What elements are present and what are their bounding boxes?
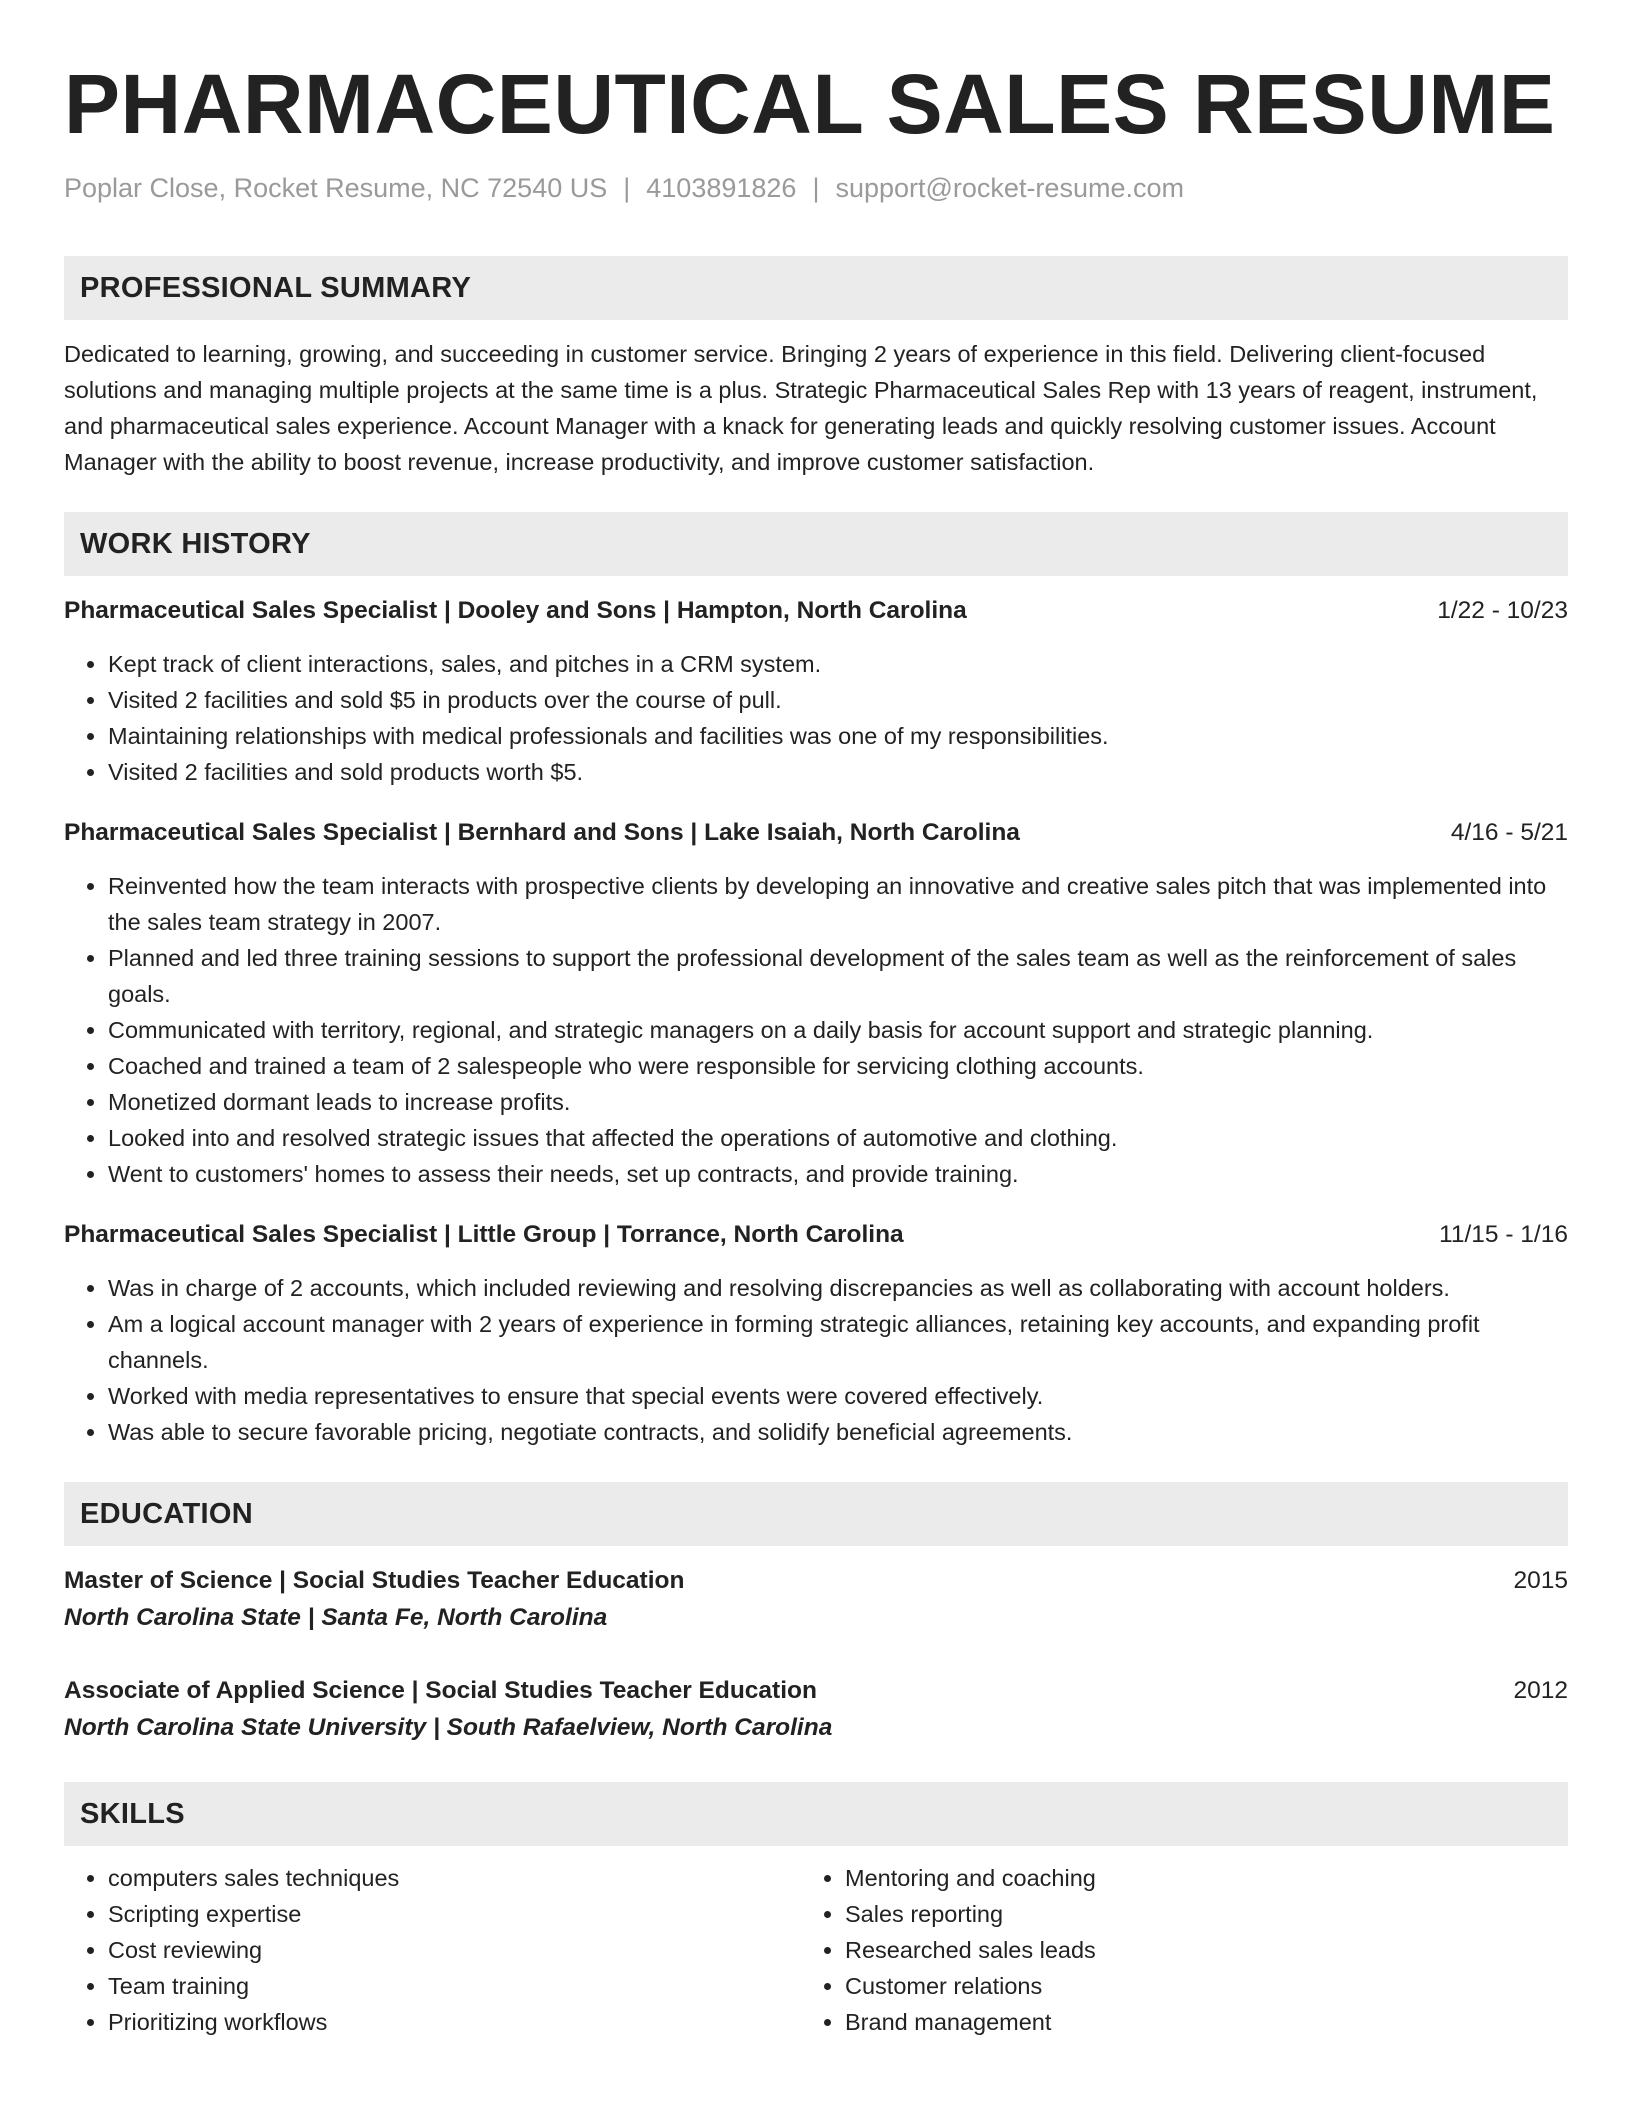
job-bullet: • Went to customers' homes to assess their needs, set up contracts, and provide training. xyxy=(108,1156,1568,1192)
job-title: Pharmaceutical Sales Specialist | Bernhard and Sons | Lake Isaiah, North Carolina xyxy=(64,819,1020,846)
skill-item: • Sales reporting xyxy=(845,1896,1538,1932)
contact-separator: | xyxy=(623,173,631,203)
skill-item: • Mentoring and coaching xyxy=(845,1860,1538,1896)
job-header xyxy=(64,816,1568,850)
skill-item: • Prioritizing workflows xyxy=(108,2004,801,2040)
contact-line xyxy=(64,170,1568,206)
job-header xyxy=(64,594,1568,628)
job-bullet: • Communicated with territory, regional, and strategic managers on a daily basis for account support and strategic planning. xyxy=(108,1012,1568,1048)
education-year: 2015 xyxy=(1513,1567,1568,1594)
job-bullet: • Visited 2 facilities and sold products worth $5. xyxy=(108,754,1568,790)
education-degree: Master of Science | Social Studies Teacher Education xyxy=(64,1567,685,1594)
section-heading-summary: PROFESSIONAL SUMMARY xyxy=(64,256,1568,320)
job-bullet: • Reinvented how the team interacts with prospective clients by developing an innovative and creative sales pitch that was implemented into the sales team strategy in 2007. xyxy=(108,868,1568,940)
job-bullets xyxy=(64,646,1568,790)
contact-address: Poplar Close, Rocket Resume, NC 72540 US xyxy=(64,173,608,203)
job-dates: 11/15 - 1/16 xyxy=(1439,1221,1568,1248)
job-bullet: • Am a logical account manager with 2 years of experience in forming strategic alliances, retaining key accounts, and expanding profit channels. xyxy=(108,1306,1568,1378)
skill-item: • computers sales techniques xyxy=(108,1860,801,1896)
job-entry xyxy=(64,1218,1568,1450)
education-year: 2012 xyxy=(1513,1677,1568,1704)
education-header xyxy=(64,1674,1568,1708)
job-bullet: • Worked with media representatives to ensure that special events were covered effectively. xyxy=(108,1378,1568,1414)
job-bullet: • Looked into and resolved strategic issues that affected the operations of automotive and clothing. xyxy=(108,1120,1568,1156)
job-bullet: • Planned and led three training sessions to support the professional development of the sales team as well as the reinforcement of sales goals. xyxy=(108,940,1568,1012)
job-bullet: • Visited 2 facilities and sold $5 in products over the course of pull. xyxy=(108,682,1568,718)
skill-item: • Team training xyxy=(108,1968,801,2004)
skill-item: • Cost reviewing xyxy=(108,1932,801,1968)
section-heading-education: EDUCATION xyxy=(64,1482,1568,1546)
contact-email: support@rocket-resume.com xyxy=(835,173,1184,203)
job-bullet: • Monetized dormant leads to increase profits. xyxy=(108,1084,1568,1120)
skill-item: • Researched sales leads xyxy=(845,1932,1538,1968)
job-bullet: • Coached and trained a team of 2 salespeople who were responsible for servicing clothing accounts. xyxy=(108,1048,1568,1084)
skill-item: • Scripting expertise xyxy=(108,1896,801,1932)
education-entry xyxy=(64,1564,1568,1638)
job-header xyxy=(64,1218,1568,1252)
summary-text: Dedicated to learning, growing, and succeeding in customer service. Bringing 2 years of experience in this field. Delivering client-focused solutions and managing multiple projects at the same time is a plus. Strategic Pharmaceutical Sales Rep with 13 years of reagent, instrument, and pharmaceutical sales experience. Account Manager with a knack for generating leads and quickly resolving customer issues. Account Manager with the ability to boost revenue, increase productivity, and improve customer satisfaction. xyxy=(64,341,1538,475)
job-bullet: • Was able to secure favorable pricing, negotiate contracts, and solidify beneficial agreements. xyxy=(108,1414,1568,1450)
contact-phone: 4103891826 xyxy=(646,173,797,203)
education-school: North Carolina State University | South Rafaelview, North Carolina xyxy=(64,1714,833,1741)
skills-list xyxy=(64,1860,1568,2040)
skills-column-left xyxy=(64,1860,801,2040)
job-entry xyxy=(64,816,1568,1192)
job-entry xyxy=(64,594,1568,790)
job-bullet: • Kept track of client interactions, sales, and pitches in a CRM system. xyxy=(108,646,1568,682)
education-entry xyxy=(64,1674,1568,1748)
job-bullets xyxy=(64,1270,1568,1450)
education-school: North Carolina State | Santa Fe, North Carolina xyxy=(64,1604,608,1631)
job-title: Pharmaceutical Sales Specialist | Dooley and Sons | Hampton, North Carolina xyxy=(64,597,967,624)
job-title: Pharmaceutical Sales Specialist | Little Group | Torrance, North Carolina xyxy=(64,1221,904,1248)
education-header xyxy=(64,1564,1568,1598)
job-bullets xyxy=(64,868,1568,1192)
skill-item: • Customer relations xyxy=(845,1968,1538,2004)
job-bullet: • Maintaining relationships with medical professionals and facilities was one of my responsibilities. xyxy=(108,718,1568,754)
section-heading-work-history: WORK HISTORY xyxy=(64,512,1568,576)
contact-separator: | xyxy=(812,173,820,203)
skill-item: • Brand management xyxy=(845,2004,1538,2040)
education-degree: Associate of Applied Science | Social Studies Teacher Education xyxy=(64,1677,817,1704)
section-heading-skills: SKILLS xyxy=(64,1782,1568,1846)
resume-title: PHARMACEUTICAL SALES RESUME xyxy=(64,57,1556,151)
job-bullet: • Was in charge of 2 accounts, which included reviewing and resolving discrepancies as well as collaborating with account holders. xyxy=(108,1270,1568,1306)
job-dates: 4/16 - 5/21 xyxy=(1450,819,1568,846)
skills-column-right xyxy=(801,1860,1538,2040)
job-dates: 1/22 - 10/23 xyxy=(1437,597,1568,624)
